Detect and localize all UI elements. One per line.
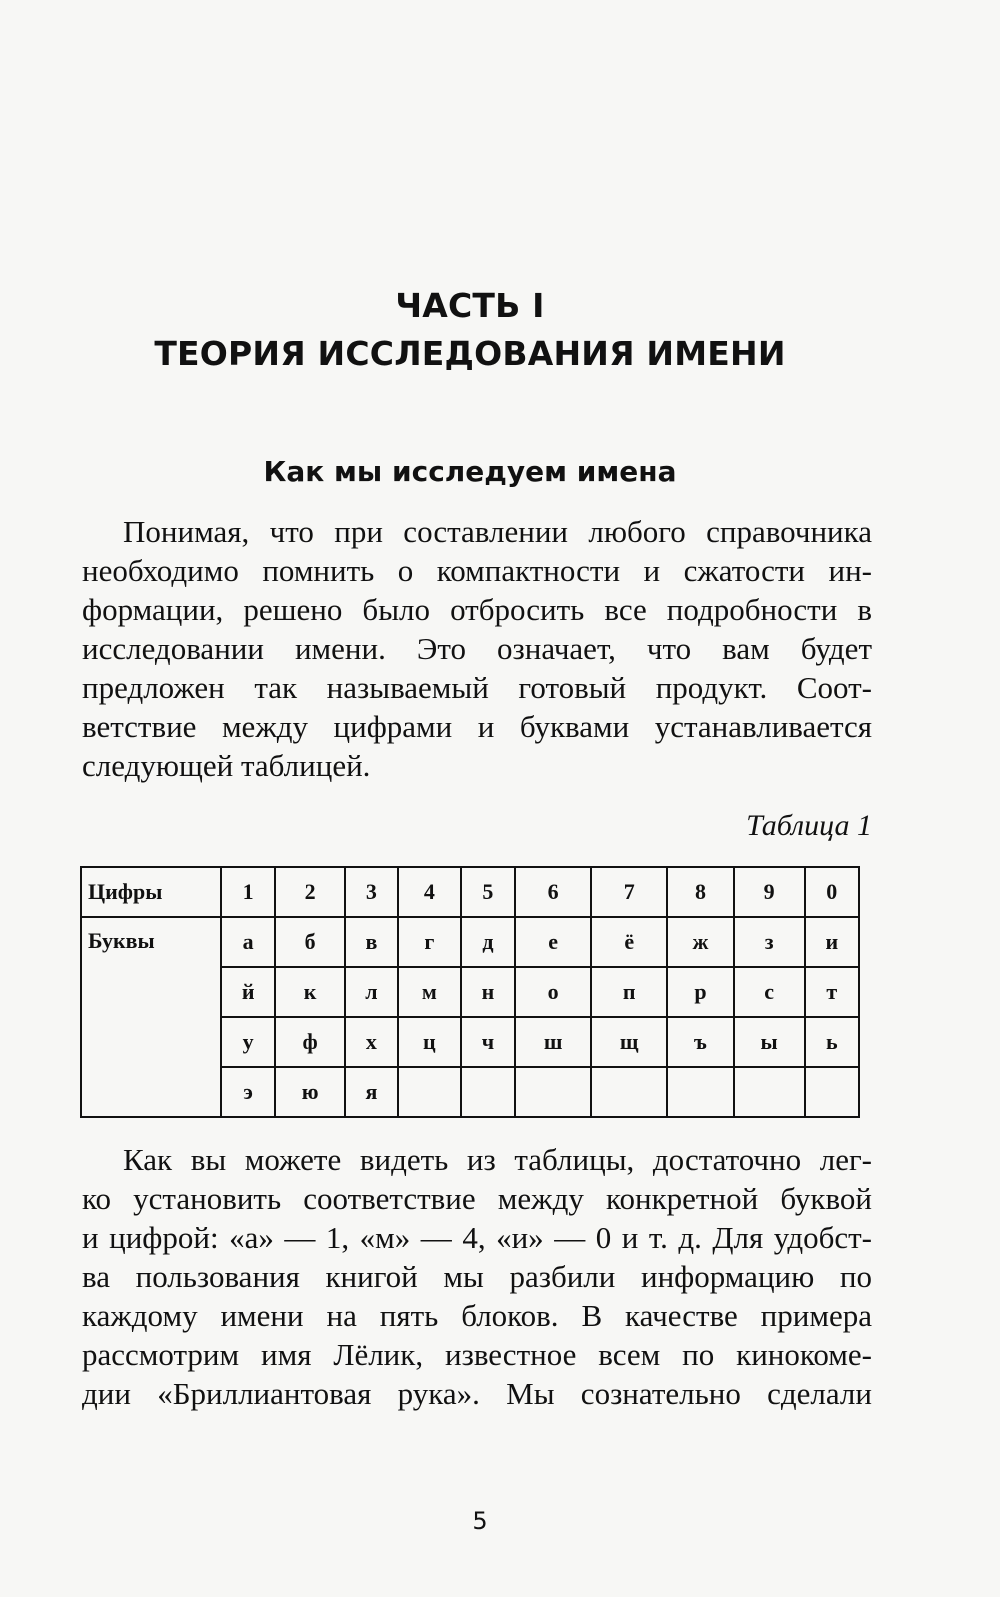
digit-cell: 3 — [345, 867, 398, 917]
part-number: ЧАСТЬ I — [395, 286, 545, 325]
letter-cell: ь — [805, 1017, 859, 1067]
letter-cell: л — [345, 967, 398, 1017]
digit-letter-table — [80, 866, 860, 1118]
letter-cell: ф — [275, 1017, 345, 1067]
letter-cell: я — [345, 1067, 398, 1117]
digit-cell: 4 — [398, 867, 461, 917]
intro-paragraph — [82, 512, 872, 785]
letter-cell — [591, 1067, 667, 1117]
letter-cell — [734, 1067, 805, 1117]
digit-cell: 0 — [805, 867, 859, 917]
letter-cell: ш — [515, 1017, 591, 1067]
digit-cell: 9 — [734, 867, 805, 917]
paragraph-line: формации, решено было отбросить все подробности в — [82, 592, 872, 627]
paragraph-line: следующей таблицей. — [82, 748, 371, 783]
letter-cell: д — [461, 917, 515, 967]
paragraph-line: ко установить соответствие между конкретной буквой — [82, 1181, 872, 1216]
letter-cell: ё — [591, 917, 667, 967]
letter-cell: ц — [398, 1017, 461, 1067]
paragraph-line: ветствие между цифрами и буквами устанавливается — [82, 709, 872, 744]
letter-cell: н — [461, 967, 515, 1017]
letters-label: Буквы — [81, 917, 221, 1117]
digit-cell: 6 — [515, 867, 591, 917]
letter-cell: щ — [591, 1017, 667, 1067]
paragraph-line: дии «Бриллиантовая рука». Мы сознательно сделали — [82, 1376, 872, 1411]
letter-cell — [515, 1067, 591, 1117]
letter-cell — [461, 1067, 515, 1117]
letter-cell: з — [734, 917, 805, 967]
letter-cell: к — [275, 967, 345, 1017]
table-caption: Таблица 1 — [746, 809, 872, 842]
paragraph-line: необходимо помнить о компактности и сжатости ин- — [82, 553, 872, 588]
letter-cell — [398, 1067, 461, 1117]
paragraph-line: ва пользования книгой мы разбили информацию по — [82, 1259, 872, 1294]
paragraph-line: Понимая, что при составлении любого справочника — [123, 514, 872, 549]
digit-cell: 7 — [591, 867, 667, 917]
letter-cell: б — [275, 917, 345, 967]
paragraph-line: рассмотрим имя Лёлик, известное всем по кинокоме- — [82, 1337, 872, 1372]
paragraph-line: предложен так называемый готовый продукт. Соот- — [82, 670, 872, 705]
letter-cell — [667, 1067, 733, 1117]
letter-cell: р — [667, 967, 733, 1017]
letter-cell: г — [398, 917, 461, 967]
paragraph-line: исследовании имени. Это означает, что вам будет — [82, 631, 872, 666]
paragraph-line: и цифрой: «а» — 1, «м» — 4, «и» — 0 и т. д. Для удобст- — [82, 1220, 872, 1255]
letter-cell: й — [221, 967, 275, 1017]
letter-cell: а — [221, 917, 275, 967]
letters-row — [81, 917, 859, 967]
digits-label: Цифры — [81, 867, 221, 917]
part-title — [0, 282, 940, 378]
digit-cell: 5 — [461, 867, 515, 917]
letter-cell: х — [345, 1017, 398, 1067]
letter-cell: у — [221, 1017, 275, 1067]
letter-cell: е — [515, 917, 591, 967]
letter-cell: и — [805, 917, 859, 967]
letter-cell: ы — [734, 1017, 805, 1067]
letter-cell: ъ — [667, 1017, 733, 1067]
letter-cell: э — [221, 1067, 275, 1117]
paragraph-line: каждому имени на пять блоков. В качестве примера — [82, 1298, 872, 1333]
explanation-paragraph — [82, 1140, 872, 1413]
digit-cell: 2 — [275, 867, 345, 917]
letter-cell: о — [515, 967, 591, 1017]
digits-row — [81, 867, 859, 917]
letter-cell: ч — [461, 1017, 515, 1067]
letter-cell: ж — [667, 917, 733, 967]
digit-cell: 1 — [221, 867, 275, 917]
paragraph-line: Как вы можете видеть из таблицы, достаточно лег- — [123, 1142, 872, 1177]
letter-cell: п — [591, 967, 667, 1017]
part-subtitle: ТЕОРИЯ ИССЛЕДОВАНИЯ ИМЕНИ — [154, 334, 786, 373]
page-number: 5 — [472, 1507, 488, 1535]
digit-cell: 8 — [667, 867, 733, 917]
letter-cell: м — [398, 967, 461, 1017]
letter-cell: в — [345, 917, 398, 967]
letter-cell: с — [734, 967, 805, 1017]
letter-cell — [805, 1067, 859, 1117]
section-heading: Как мы исследуем имена — [263, 455, 677, 488]
letter-cell: ю — [275, 1067, 345, 1117]
letter-cell: т — [805, 967, 859, 1017]
